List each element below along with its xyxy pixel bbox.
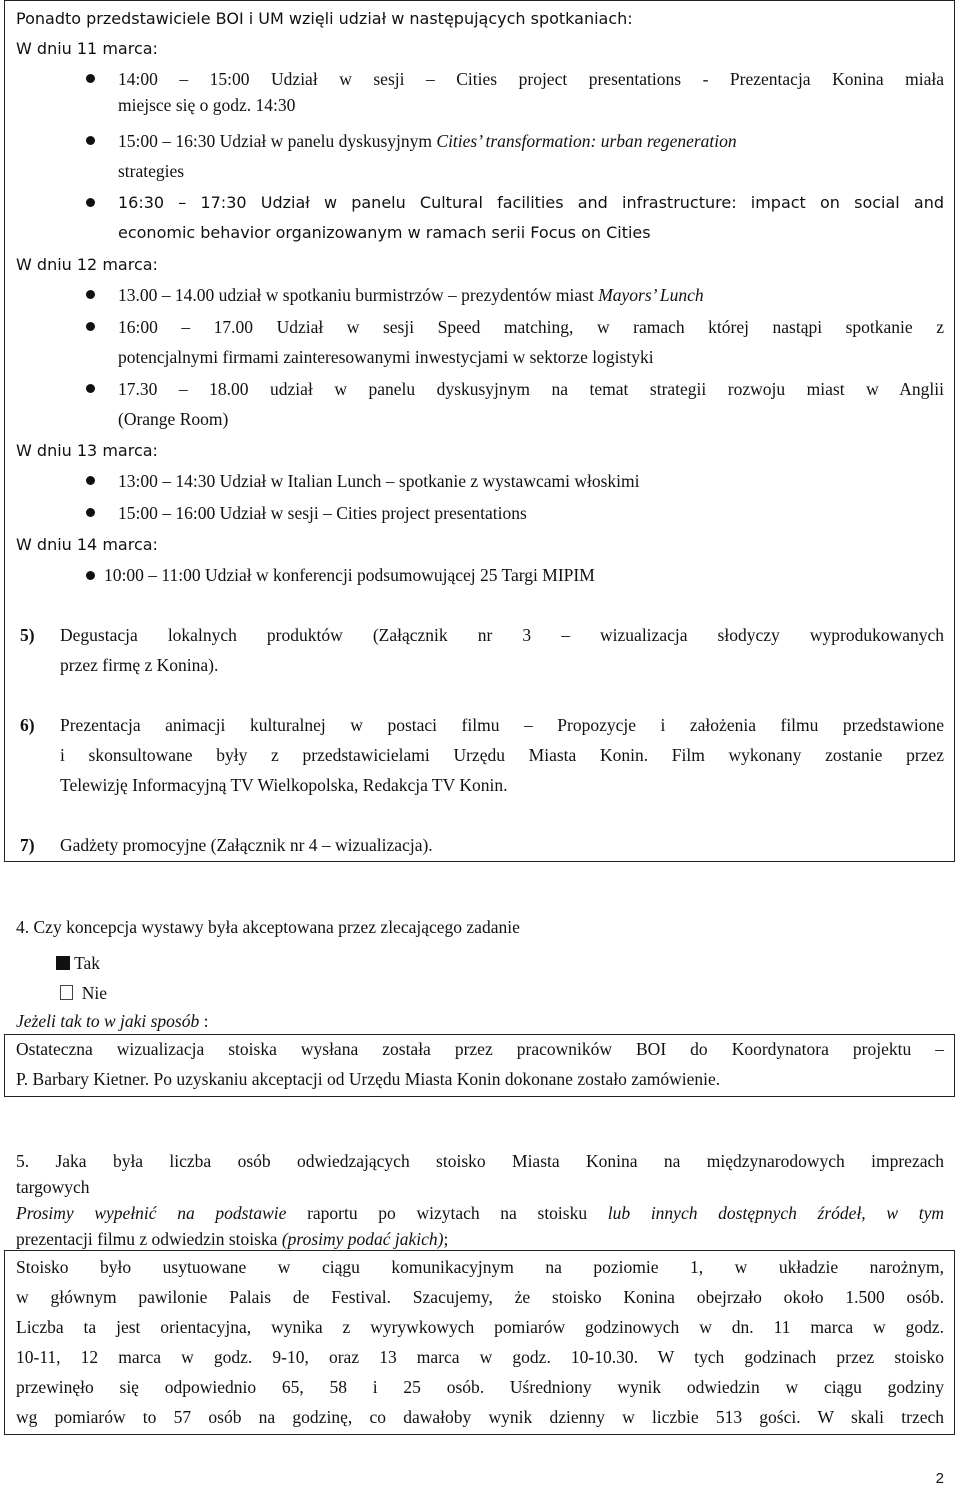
day-heading-13: W dniu 13 marca: xyxy=(16,441,158,460)
answer-5-line: wg pomiarów to 57 osób na godzinę, co dawałoby wynik dzienny w liczbie 513 gości. W skali trzech xyxy=(16,1407,944,1427)
point-text: Gadżety promocyjne (Załącznik nr 4 – wizualizacja). xyxy=(60,835,433,855)
bullet-icon xyxy=(86,74,95,83)
day-heading-14: W dniu 14 marca: xyxy=(16,535,158,554)
list-item: 14:00 – 15:00 Udział w sesji – Cities project presentations - Prezentacja Konina miała xyxy=(118,69,944,89)
answer-5-line: Stoisko było usytuowane w ciągu komunikacyjnym na poziomie 1, w układzie narożnym, xyxy=(16,1257,944,1277)
bullet-icon xyxy=(86,198,95,207)
bullet-icon xyxy=(86,136,95,145)
list-item-cont: economic behavior organizowanym w ramach serii Focus on Cities xyxy=(118,223,651,242)
question-4: 4. Czy koncepcja wystawy była akceptowana przez zlecającego zadanie xyxy=(16,917,520,937)
answer-5-line: w głównym pawilonie Palais de Festival. Szacujemy, że stoisko Konina obejrzało około 1.500 osób. xyxy=(16,1287,944,1307)
bullet-icon xyxy=(86,322,95,331)
question-5-cont: targowych xyxy=(16,1177,90,1197)
list-item-cont: (Orange Room) xyxy=(118,409,229,429)
list-item-cont: potencjalnymi firmami zainteresowanymi inwestycjami w sektorze logistyki xyxy=(118,347,654,367)
bullet-icon xyxy=(86,508,95,517)
page-number: 2 xyxy=(935,1470,944,1487)
list-item: 13:00 – 14:30 Udział w Italian Lunch – spotkanie z wystawcami włoskimi xyxy=(118,471,640,491)
day-heading-12: W dniu 12 marca: xyxy=(16,255,158,274)
question-5: 5. Jaka była liczba osób odwiedzających stoisko Miasta Konina na międzynarodowych imprezach xyxy=(16,1151,944,1171)
question-4-prompt: Jeżeli tak to w jaki sposób : xyxy=(16,1011,209,1031)
point-number: 5) xyxy=(20,625,35,645)
list-item: 13.00 – 14.00 udział w spotkaniu burmistrzów – prezydentów miast Mayors’ Lunch xyxy=(118,285,704,305)
bullet-icon xyxy=(86,571,95,580)
list-item: 15:00 – 16:30 Udział w panelu dyskusyjnym Cities’ transformation: urban regeneration xyxy=(118,131,737,151)
list-item-cont: miejsce się o godz. 14:30 xyxy=(118,95,296,115)
question-5-instructions: Prosimy wypełnić na podstawie raportu po wizytach na stoisku lub innych dostępnych źródeł, w tym xyxy=(16,1203,944,1223)
intro-line: Ponadto przedstawiciele BOI i UM wzięli udział w następujących spotkaniach: xyxy=(16,9,633,28)
checked-box-icon xyxy=(56,956,70,970)
point-text: Prezentacja animacji kulturalnej w postaci filmu – Propozycje i założenia filmu przedstawione xyxy=(60,715,944,735)
option-no[interactable]: Nie xyxy=(60,980,107,1006)
day-heading-11: W dniu 11 marca: xyxy=(16,39,158,58)
answer-4-line: P. Barbary Kietner. Po uzyskaniu akceptacji od Urzędu Miasta Konin dokonane zostało zamówienie. xyxy=(16,1069,721,1089)
bullet-icon xyxy=(86,384,95,393)
answer-5-line: przewinęło się odpowiednio 65, 58 i 25 osób. Uśredniony wynik odwiedzin w ciągu godziny xyxy=(16,1377,944,1397)
answer-5-line: 10-11, 12 marca w godz. 9-10, oraz 13 marca w godz. 10-10.30. W tych godzinach przez stoisko xyxy=(16,1347,944,1367)
bullet-icon xyxy=(86,476,95,485)
list-item: 10:00 – 11:00 Udział w konferencji podsumowującej 25 Targi MIPIM xyxy=(104,565,595,585)
point-number: 7) xyxy=(20,835,35,855)
point-text-cont: przez firmę z Konina). xyxy=(60,655,219,675)
point-text-cont: Telewizję Informacyjną TV Wielkopolska, Redakcja TV Konin. xyxy=(60,775,508,795)
list-item: 17.30 – 18.00 udział w panelu dyskusyjnym na temat strategii rozwoju miast w Anglii xyxy=(118,379,944,399)
point-text: Degustacja lokalnych produktów (Załącznik nr 3 – wizualizacja słodyczy wyprodukowanych xyxy=(60,625,944,645)
unchecked-box-icon xyxy=(60,985,73,1000)
list-item: 16:30 – 17:30 Udział w panelu Cultural facilities and infrastructure: impact on social and xyxy=(118,193,944,212)
list-item: 15:00 – 16:00 Udział w sesji – Cities project presentations xyxy=(118,503,527,523)
question-5-instructions-cont: prezentacji filmu z odwiedzin stoiska (prosimy podać jakich); xyxy=(16,1229,449,1249)
bullet-icon xyxy=(86,290,95,299)
point-number: 6) xyxy=(20,715,35,735)
list-item: 16:00 – 17.00 Udział w sesji Speed matching, w ramach której nastąpi spotkanie z xyxy=(118,317,944,337)
option-yes[interactable]: Tak xyxy=(56,950,100,976)
answer-4-line: Ostateczna wizualizacja stoiska wysłana została przez pracowników BOI do Koordynatora projektu – xyxy=(16,1039,944,1059)
list-item-cont: strategies xyxy=(118,161,185,181)
answer-5-line: Liczba ta jest orientacyjna, wynika z wyrywkowych pomiarów godzinowych w dn. 11 marca w godz. xyxy=(16,1317,944,1337)
point-text-cont: i skonsultowane były z przedstawicielami Urzędu Miasta Konin. Film wykonany zostanie przez xyxy=(60,745,944,765)
